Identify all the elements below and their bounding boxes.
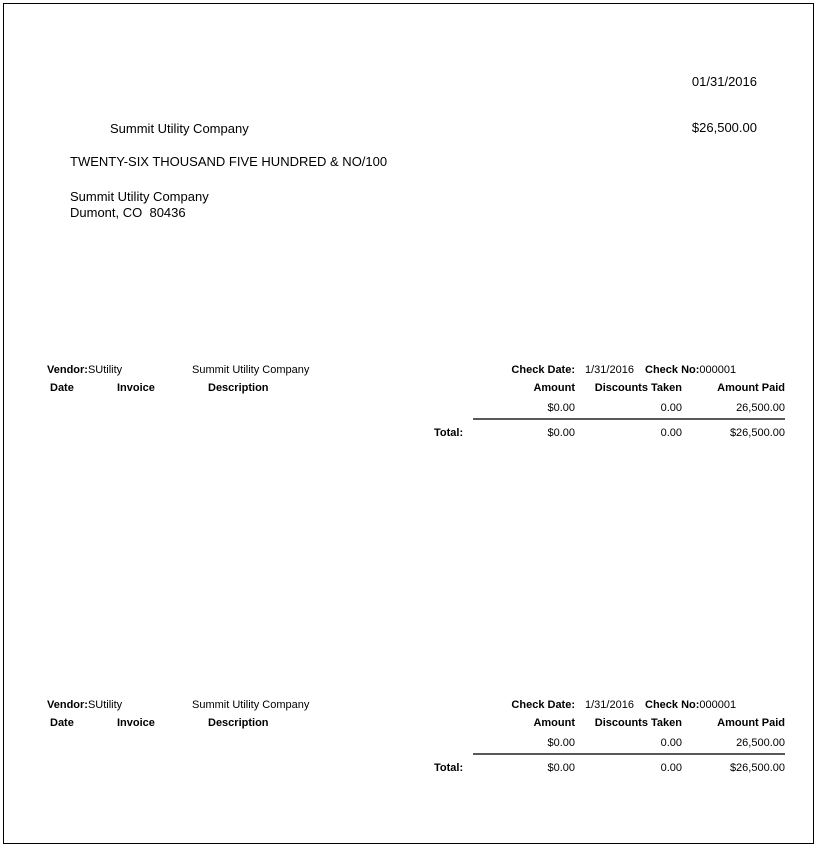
column-header-discounts-taken: Discounts Taken xyxy=(594,717,682,729)
payment-stub-1 xyxy=(0,364,817,446)
vendor-label: Vendor: xyxy=(47,364,88,376)
vendor-name: Summit Utility Company xyxy=(192,699,310,711)
check-no-field xyxy=(645,699,736,712)
column-header-invoice: Invoice xyxy=(117,717,155,729)
payee-address-city-line: Dumont, CO 80436 xyxy=(70,205,186,220)
detail-amount: $0.00 xyxy=(547,737,575,749)
total-rule xyxy=(473,753,785,755)
check-no-label: Check No: xyxy=(645,699,700,711)
column-header-date: Date xyxy=(50,717,74,729)
check-no-value: 000001 xyxy=(699,364,737,376)
column-header-invoice: Invoice xyxy=(117,382,155,394)
column-header-date: Date xyxy=(50,382,74,394)
check-date-value: 1/31/2016 xyxy=(585,699,634,711)
vendor-field xyxy=(47,364,122,377)
check-date-label: Check Date: xyxy=(511,364,575,376)
total-label: Total: xyxy=(434,762,464,774)
check-no-label: Check No: xyxy=(645,364,700,376)
column-header-description: Description xyxy=(208,717,269,729)
check-amount: $26,500.00 xyxy=(691,120,757,135)
total-label: Total: xyxy=(434,427,464,439)
total-amount: $0.00 xyxy=(547,762,575,774)
payee-address-name: Summit Utility Company xyxy=(70,189,209,204)
total-amount: $0.00 xyxy=(547,427,575,439)
column-header-amount: Amount xyxy=(533,717,575,729)
total-discounts-taken: 0.00 xyxy=(660,427,682,439)
vendor-field xyxy=(47,699,122,712)
vendor-code: SUtility xyxy=(87,699,123,711)
column-header-amount-paid: Amount Paid xyxy=(717,717,785,729)
amount-in-words: TWENTY-SIX THOUSAND FIVE HUNDRED & NO/100 xyxy=(70,154,388,169)
payment-stub-2 xyxy=(0,699,817,781)
detail-amount-paid: 26,500.00 xyxy=(736,737,785,749)
check-date-value: 1/31/2016 xyxy=(585,364,634,376)
check-no-field xyxy=(645,364,736,377)
total-amount-paid: $26,500.00 xyxy=(729,762,785,774)
column-header-amount-paid: Amount Paid xyxy=(717,382,785,394)
check-issue-date: 01/31/2016 xyxy=(691,74,757,89)
payee-name: Summit Utility Company xyxy=(110,121,249,136)
total-rule xyxy=(473,418,785,420)
check-date-label: Check Date: xyxy=(511,699,575,711)
detail-discounts-taken: 0.00 xyxy=(660,737,682,749)
column-header-discounts-taken: Discounts Taken xyxy=(594,382,682,394)
detail-discounts-taken: 0.00 xyxy=(660,402,682,414)
vendor-code: SUtility xyxy=(87,364,123,376)
total-amount-paid: $26,500.00 xyxy=(729,427,785,439)
vendor-label: Vendor: xyxy=(47,699,88,711)
column-header-amount: Amount xyxy=(533,382,575,394)
column-header-description: Description xyxy=(208,382,269,394)
total-discounts-taken: 0.00 xyxy=(660,762,682,774)
detail-amount: $0.00 xyxy=(547,402,575,414)
detail-amount-paid: 26,500.00 xyxy=(736,402,785,414)
check-no-value: 000001 xyxy=(699,699,737,711)
vendor-name: Summit Utility Company xyxy=(192,364,310,376)
